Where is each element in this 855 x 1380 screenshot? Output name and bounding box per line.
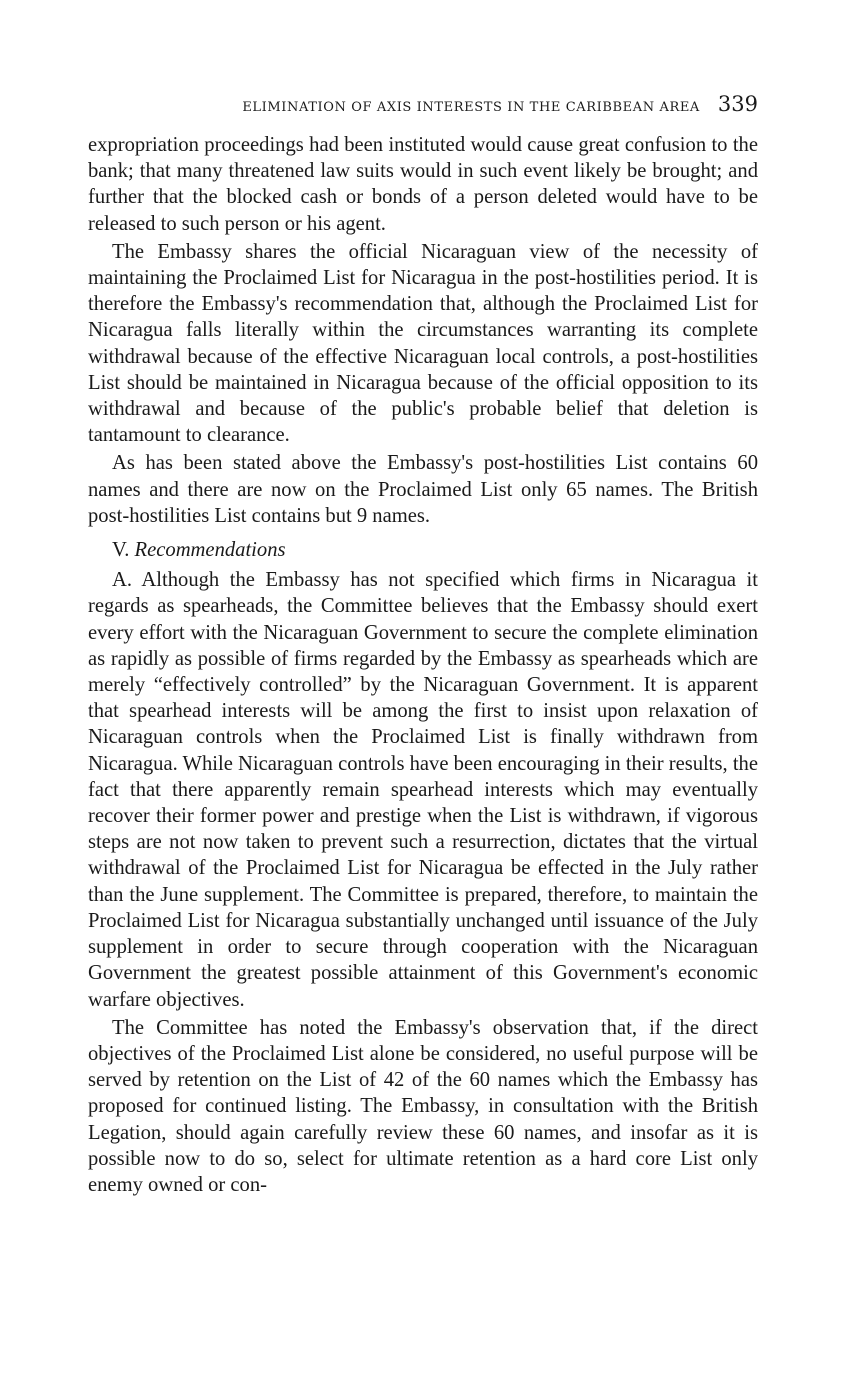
paragraph-continuation: expropriation proceedings had been instituted would cause great confusion to the bank; that many threatened law suits would in such event likely be brought; and further that the blocked cash or bonds of a person deleted would have to be released to such person or his agent. xyxy=(88,134,758,235)
paragraph-committee-noted: The Committee has noted the Embassy's observation that, if the direct objectives of the Proclaimed List alone be considered, no useful purpose will be served by retention on the List of 42 of the 60 names which the Embassy has proposed for continued listing. The Embassy, in consultation with the British Legation, should again carefully review these 60 names, and insofar as it is possible now to do so, select for ultimate retention as a hard core List only enemy owned or con- xyxy=(88,1016,758,1196)
section-number: V. xyxy=(112,539,130,562)
section-heading xyxy=(88,537,758,563)
document-page xyxy=(88,92,758,1200)
page-number: 339 xyxy=(717,92,758,116)
paragraph-embassy-view: The Embassy shares the official Nicaraguan view of the necessity of maintaining the Proclaimed List for Nicaragua in the post-hostilities period. It is therefore the Embassy's recommendation that, although the Proclaimed List for Nicaragua falls literally within the circumstances warranting its complete withdrawal because of the effective Nicaraguan local controls, a post-hostilities List should be maintained in Nicaragua because of the official opposition to its withdrawal and because of the public's probable belief that deletion is tantamount to clearance. xyxy=(88,240,758,447)
paragraph-list-counts: As has been stated above the Embassy's post-hostilities List contains 60 names and there are now on the Proclaimed List only 65 names. The British post-hostilities List contains but 9 names. xyxy=(88,452,758,527)
section-title: Recommendations xyxy=(134,539,286,562)
body-text xyxy=(88,132,758,1198)
paragraph-recommendation-a: A. Although the Embassy has not specified which firms in Nicaragua it regards as spearheads, the Committee believes that the Embassy should exert every effort with the Nicaraguan Government to secure the complete elimination as rapidly as possible of firms regarded by the Embassy as spearheads which are merely “effectively controlled” by the Nicaraguan Government. It is apparent that spearhead interests will be among the first to insist upon relaxation of Nicaraguan controls when the Proclaimed List is finally withdrawn from Nicaragua. While Nicaraguan controls have been encouraging in their results, the fact that there apparently remain spearhead interests which may eventually recover their former power and prestige when the List is withdrawn, if vigorous steps are not now taken to prevent such a resurrection, dictates that the virtual withdrawal of the Proclaimed List for Nicaragua be effected in the July rather than the June supplement. The Committee is prepared, therefore, to maintain the Proclaimed List for Nicaragua substantially unchanged until issuance of the July supplement in order to secure through cooperation with the Nicaraguan Government the greatest possible attainment of this Government's economic warfare objectives. xyxy=(88,569,758,1011)
running-header xyxy=(88,92,758,122)
running-title: ELIMINATION OF AXIS INTERESTS IN THE CARIBBEAN AREA xyxy=(242,100,700,115)
